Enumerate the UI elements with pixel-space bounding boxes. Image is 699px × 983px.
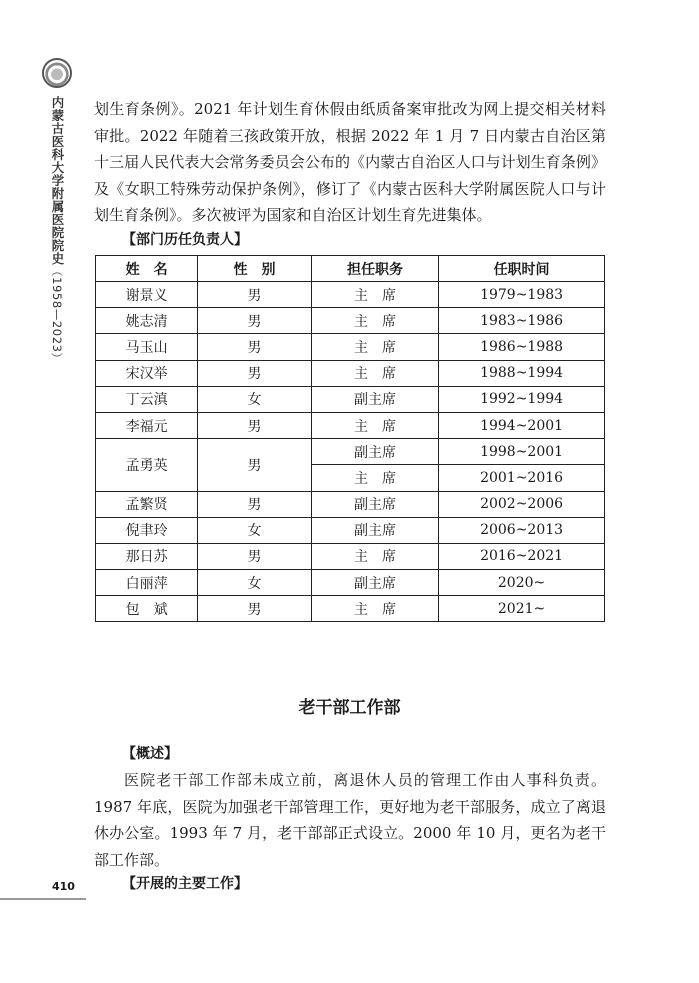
header-name: 姓 名 — [96, 256, 198, 282]
cell-name: 孟勇英 — [96, 439, 198, 491]
running-title — [48, 96, 66, 365]
running-title-years: （1958—2023） — [50, 265, 64, 365]
cell-position: 主 席 — [311, 282, 438, 308]
cell-name: 宋汉举 — [96, 360, 198, 386]
cell-gender: 女 — [198, 517, 312, 543]
table-row — [96, 334, 605, 360]
cell-term: 1983~1986 — [439, 308, 605, 334]
cell-position: 副主席 — [311, 439, 438, 465]
cell-name: 谢景义 — [96, 282, 198, 308]
cell-term: 2021~ — [439, 596, 605, 622]
cell-position: 副主席 — [311, 491, 438, 517]
paragraph-family-planning: 划生育条例》。2021 年计划生育休假由纸质备案审批改为网上提交相关材料审批。2022 年随着三孩政策开放，根据 2022 年 1 月 7 日内蒙古自治区第十三届人民代表大会常务委员会公布的《内蒙古自治区人口与计划生育条例》及《女职工特殊劳动保护条例》，修订了《内蒙古医科大学附属医院人口与计划生育条例》。多次被评为国家和自治区计划生育先进集体。 — [94, 100, 606, 224]
table-row — [96, 386, 605, 412]
university-logo-icon — [42, 58, 72, 88]
cell-name: 那日苏 — [96, 543, 198, 569]
running-title-text: 内蒙古医科大学附属医院院史 — [50, 96, 65, 265]
cell-name: 包 斌 — [96, 596, 198, 622]
cell-position: 主 席 — [311, 543, 438, 569]
paragraph-overview: 医院老干部工作部未成立前，离退休人员的管理工作由人事科负责。1987 年底，医院为加强老干部管理工作，更好地为老干部服务，成立了离退休办公室。1993 年 7 月，老干部部正式设立。2000 年 10 月，更名为老干部工作部。 — [94, 771, 606, 869]
cell-term: 2001~2016 — [439, 465, 605, 491]
table-row — [96, 360, 605, 386]
cell-term: 2002~2006 — [439, 491, 605, 517]
cell-position: 主 席 — [311, 308, 438, 334]
table-header-row — [96, 256, 605, 282]
leaders-table — [95, 255, 605, 622]
cell-name: 李福元 — [96, 412, 198, 438]
header-gender: 性 别 — [198, 256, 312, 282]
cell-gender: 男 — [198, 439, 312, 491]
cell-term: 1992~1994 — [439, 386, 605, 412]
cell-term: 1979~1983 — [439, 282, 605, 308]
header-position: 担任职务 — [311, 256, 438, 282]
cell-position: 主 席 — [311, 596, 438, 622]
cell-gender: 男 — [198, 543, 312, 569]
cell-name: 姚志清 — [96, 308, 198, 334]
cell-term: 1998~2001 — [439, 439, 605, 465]
cell-position: 副主席 — [311, 517, 438, 543]
cell-term: 1988~1994 — [439, 360, 605, 386]
table-row — [96, 491, 605, 517]
cell-gender: 男 — [198, 412, 312, 438]
cell-name: 白丽萍 — [96, 570, 198, 596]
cell-gender: 女 — [198, 386, 312, 412]
overview-heading: 【概述】 — [122, 746, 178, 762]
table-row — [96, 439, 605, 465]
cell-position: 副主席 — [311, 386, 438, 412]
cell-gender: 男 — [198, 360, 312, 386]
footer-rule — [0, 898, 86, 900]
table-row — [96, 570, 605, 596]
cell-name: 马玉山 — [96, 334, 198, 360]
cell-position: 主 席 — [311, 360, 438, 386]
cell-name: 孟繁贤 — [96, 491, 198, 517]
table-heading: 【部门历任负责人】 — [122, 232, 248, 248]
cell-gender: 男 — [198, 308, 312, 334]
cell-term: 1994~2001 — [439, 412, 605, 438]
header-term: 任职时间 — [439, 256, 605, 282]
cell-term: 2016~2021 — [439, 543, 605, 569]
table-row — [96, 543, 605, 569]
table-row — [96, 596, 605, 622]
cell-gender: 男 — [198, 596, 312, 622]
cell-name: 倪聿玲 — [96, 517, 198, 543]
cell-position: 主 席 — [311, 334, 438, 360]
table-row — [96, 308, 605, 334]
table-row — [96, 412, 605, 438]
cell-position: 主 席 — [311, 412, 438, 438]
cell-gender: 男 — [198, 282, 312, 308]
cell-gender: 男 — [198, 334, 312, 360]
cell-position: 主 席 — [311, 465, 438, 491]
table-row — [96, 517, 605, 543]
page-number: 410 — [52, 880, 75, 893]
section-title: 老干部工作部 — [298, 698, 401, 718]
cell-term: 2006~2013 — [439, 517, 605, 543]
cell-name: 丁云滇 — [96, 386, 198, 412]
cell-term: 2020~ — [439, 570, 605, 596]
cell-position: 副主席 — [311, 570, 438, 596]
cell-term: 1986~1988 — [439, 334, 605, 360]
work-heading: 【开展的主要工作】 — [122, 876, 248, 892]
cell-gender: 男 — [198, 491, 312, 517]
cell-gender: 女 — [198, 570, 312, 596]
table-row — [96, 282, 605, 308]
